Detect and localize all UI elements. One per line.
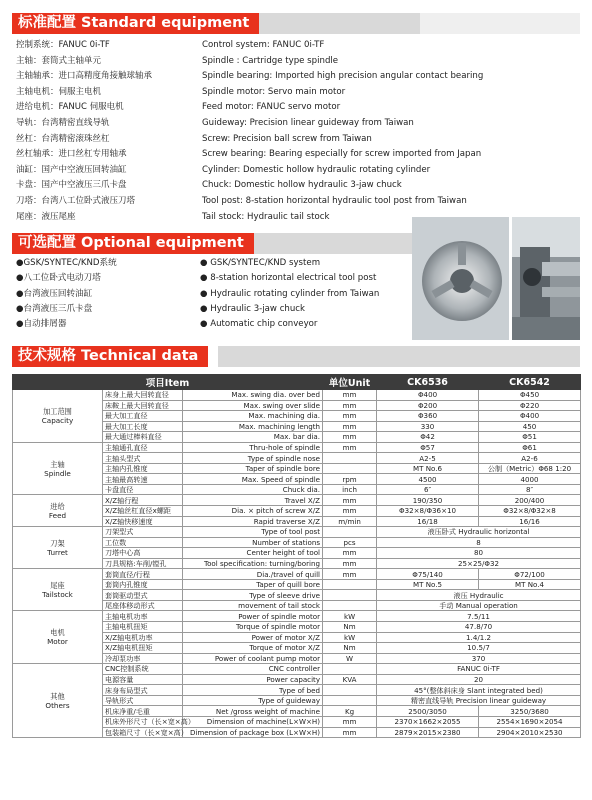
param-value-1: 2500/3050 <box>377 706 479 717</box>
param-en: Type of guideway <box>183 695 323 706</box>
param-cn: 床鞍上最大回转直径 <box>103 400 183 411</box>
turret-photo <box>512 217 580 340</box>
technical-header-strip <box>218 346 580 367</box>
optional-list-en <box>200 256 410 332</box>
param-en: Dia./travel of quill <box>183 569 323 580</box>
param-en: Torque of spindle motor <box>183 622 323 633</box>
param-unit <box>323 664 377 675</box>
param-cn: 导轨形式 <box>103 695 183 706</box>
param-cn: 主轴最高转速 <box>103 474 183 485</box>
param-unit: rpm <box>323 474 377 485</box>
param-en: Rapid traverse X/Z <box>183 516 323 527</box>
param-value-2: Φ220 <box>479 400 581 411</box>
list-item <box>16 147 576 163</box>
group-label-en: Feed <box>48 510 67 520</box>
param-value-1: Φ360 <box>377 411 479 422</box>
list-item <box>16 194 576 210</box>
param-en: Number of stations <box>183 537 323 548</box>
standard-item-en: Screw bearing: Bearing especially for screw imported from Japan <box>202 149 482 160</box>
param-en: Type of sleeve drive <box>183 590 323 601</box>
param-cn: 最大加工直径 <box>103 411 183 422</box>
param-cn: X/Z轴快移速度 <box>103 516 183 527</box>
optional-item-cn: ●台湾液压三爪卡盘 <box>16 303 93 314</box>
param-value-shared: 手动 Manual operation <box>377 600 581 611</box>
param-value-2: Φ51 <box>479 432 581 443</box>
optional-item-cn: ●GSK/SYNTEC/KND系统 <box>16 258 117 268</box>
list-item <box>16 54 576 70</box>
list-item <box>16 69 576 85</box>
param-cn: 主轴内孔锥度 <box>103 463 183 474</box>
param-cn: 套筒驱动型式 <box>103 590 183 601</box>
group-label <box>13 527 103 569</box>
param-unit: mm <box>323 716 377 727</box>
optional-list-cn <box>16 256 196 332</box>
param-unit: mm <box>323 421 377 432</box>
param-cn: 冷却泵功率 <box>103 653 183 664</box>
param-unit: m/min <box>323 516 377 527</box>
param-cn: 床身布局型式 <box>103 685 183 696</box>
standard-item-cn: 主轴电机：伺服主电机 <box>16 86 102 97</box>
technical-heading: 技术规格 Technical data <box>12 346 208 367</box>
param-value-2: 公制（Metric）Φ68 1:20 <box>479 463 581 474</box>
param-value-2: 200/400 <box>479 495 581 506</box>
param-value-2: 2904×2010×2530 <box>479 727 581 738</box>
param-unit <box>323 695 377 706</box>
group-label <box>13 442 103 495</box>
param-en: Center height of tool <box>183 548 323 559</box>
param-value-2: 3250/3680 <box>479 706 581 717</box>
param-en: Taper of quill bore <box>183 579 323 590</box>
optional-item-en: ● GSK/SYNTEC/KND system <box>200 258 321 268</box>
standard-item-en: Tool post: 8-station horizontal hydraulic tool post from Taiwan <box>202 195 467 206</box>
table-row <box>13 569 581 580</box>
param-cn: 套筒直径/行程 <box>103 569 183 580</box>
param-unit <box>323 527 377 538</box>
param-value-shared: 精密直线导轨 Precision linear guideway <box>377 695 581 706</box>
param-en: Power of spindle motor <box>183 611 323 622</box>
param-value-2: 16/16 <box>479 516 581 527</box>
table-row <box>13 442 581 453</box>
param-value-2: Φ400 <box>479 411 581 422</box>
param-value-1: A2-5 <box>377 453 479 464</box>
param-unit <box>323 463 377 474</box>
param-en: Power of coolant pump motor <box>183 653 323 664</box>
group-label-cn: 电机 <box>50 628 65 638</box>
optional-item-cn: ●台湾液压回转油缸 <box>16 288 93 299</box>
standard-item-en: Spindle motor: Servo main motor <box>202 86 346 97</box>
param-unit: mm <box>323 400 377 411</box>
list-item <box>16 38 576 54</box>
param-value-2: Φ32×8/Φ32×8 <box>479 506 581 517</box>
param-en: Chuck dia. <box>183 484 323 495</box>
standard-item-cn: 油缸：国产中空液压回转油缸 <box>16 164 127 175</box>
param-value-1: 4500 <box>377 474 479 485</box>
group-label-en: Motor <box>47 637 68 647</box>
param-value-2: MT No.4 <box>479 579 581 590</box>
param-value-shared: 1.4/1.2 <box>377 632 581 643</box>
param-value-1: Φ200 <box>377 400 479 411</box>
group-label-en: Turret <box>47 547 68 557</box>
standard-item-en: Chuck: Domestic hollow hydraulic 3-jaw chuck <box>202 180 402 191</box>
param-en: Type of spindle nose <box>183 453 323 464</box>
param-en: Taper of spindle bore <box>183 463 323 474</box>
param-value-shared: 液压 Hydraulic <box>377 590 581 601</box>
standard-item-en: Control system: FANUC 0i-TF <box>202 40 325 50</box>
param-unit: mm <box>323 390 377 401</box>
param-value-1: Φ75/140 <box>377 569 479 580</box>
param-unit <box>323 453 377 464</box>
standard-item-cn: 丝杠：台湾精密滚珠丝杠 <box>16 133 110 144</box>
param-unit: W <box>323 653 377 664</box>
param-en: movement of tail stock <box>183 600 323 611</box>
standard-item-cn: 主轴：套筒式主轴单元 <box>16 55 102 66</box>
param-en: Max. machining length <box>183 421 323 432</box>
param-value-shared: 10.5/7 <box>377 643 581 654</box>
table-header-row <box>13 375 581 390</box>
standard-item-en: Spindle : Cartridge type spindle <box>202 55 339 66</box>
standard-item-cn: 导轨：台湾精密直线导轨 <box>16 117 110 128</box>
param-cn: X/Z轴电机扭矩 <box>103 643 183 654</box>
header-model-2: CK6542 <box>479 375 581 390</box>
group-label-cn: 刀架 <box>50 538 65 548</box>
standard-item-en: Cylinder: Domestic hollow hydraulic rotating cylinder <box>202 164 431 175</box>
list-item <box>16 85 576 101</box>
param-unit: mm <box>323 442 377 453</box>
param-cn: 主轴电机功率 <box>103 611 183 622</box>
param-cn: 主轴头型式 <box>103 453 183 464</box>
standard-header-strip-light <box>420 13 580 34</box>
optional-heading: 可选配置 Optional equipment <box>12 233 254 254</box>
table-row <box>13 664 581 675</box>
param-en: Dimension of machine(L×W×H) <box>183 716 323 727</box>
param-unit: pcs <box>323 537 377 548</box>
chuck-photo <box>412 217 509 340</box>
group-label-cn: 进给 <box>50 501 65 511</box>
group-label-cn: 主轴 <box>50 459 65 469</box>
param-value-1: 190/350 <box>377 495 479 506</box>
param-value-2: 4000 <box>479 474 581 485</box>
param-value-1: 16/18 <box>377 516 479 527</box>
param-cn: 工位数 <box>103 537 183 548</box>
list-item <box>16 132 576 148</box>
param-unit <box>323 600 377 611</box>
param-en: Max. swing over slide <box>183 400 323 411</box>
param-value-1: 6″ <box>377 484 479 495</box>
param-value-2: Φ72/100 <box>479 569 581 580</box>
list-item <box>16 163 576 179</box>
param-unit: kW <box>323 632 377 643</box>
param-cn: 电源容量 <box>103 674 183 685</box>
param-cn: 机床外形尺寸（长×宽×高） <box>103 716 183 727</box>
param-unit: Nm <box>323 622 377 633</box>
param-value-shared: 80 <box>377 548 581 559</box>
param-en: Tool specification: turning/boring <box>183 558 323 569</box>
param-unit <box>323 685 377 696</box>
param-cn: 卡盘直径 <box>103 484 183 495</box>
group-label-cn: 加工范围 <box>43 406 72 416</box>
param-en: Dia. × pitch of screw X/Z <box>183 506 323 517</box>
param-unit: inch <box>323 484 377 495</box>
param-unit: mm <box>323 569 377 580</box>
optional-item-en: ● Automatic chip conveyor <box>200 319 318 330</box>
header-unit: 单位Unit <box>323 375 377 390</box>
param-value-2: 2554×1690×2054 <box>479 716 581 727</box>
param-value-1: Φ400 <box>377 390 479 401</box>
list-item <box>16 116 576 132</box>
standard-item-en: Screw: Precision ball screw from Taiwan <box>202 133 372 144</box>
param-cn: X/Z轴丝杠直径x螺距 <box>103 506 183 517</box>
standard-item-cn: 主轴轴承：进口高精度角接触球轴承 <box>16 71 153 82</box>
list-item <box>16 178 576 194</box>
param-value-shared: 7.5/11 <box>377 611 581 622</box>
optional-item-en: ● Hydraulic rotating cylinder from Taiwan <box>200 288 380 299</box>
param-value-shared: 液压卧式 Hydraulic horizontal <box>377 527 581 538</box>
param-unit: Nm <box>323 643 377 654</box>
param-value-1: Φ32×8/Φ36×10 <box>377 506 479 517</box>
param-value-1: Φ57 <box>377 442 479 453</box>
param-en: Max. Speed of spindle <box>183 474 323 485</box>
group-label <box>13 390 103 443</box>
param-cn: X/Z轴行程 <box>103 495 183 506</box>
param-value-shared: 370 <box>377 653 581 664</box>
param-cn: 包装箱尺寸（长×宽×高） <box>103 727 183 738</box>
param-unit: Kg <box>323 706 377 717</box>
standard-item-en: Feed motor: FANUC servo motor <box>202 102 341 113</box>
standard-item-cn: 尾座：液压尾座 <box>16 211 76 222</box>
standard-item-cn: 卡盘：国产中空液压三爪卡盘 <box>16 180 127 191</box>
param-value-shared: 20 <box>377 674 581 685</box>
param-value-shared: 45°(整体斜床身 Slant integrated bed) <box>377 685 581 696</box>
param-en: Max. bar dia. <box>183 432 323 443</box>
table-row <box>13 495 581 506</box>
standard-item-cn: 刀塔：台湾八工位卧式液压刀塔 <box>16 195 136 206</box>
param-value-shared: 8 <box>377 537 581 548</box>
param-value-shared: FANUC 0i-TF <box>377 664 581 675</box>
param-cn: X/Z轴电机功率 <box>103 632 183 643</box>
optional-item-cn: ●自动排屑器 <box>16 319 67 330</box>
header-item: 项目Item <box>13 375 323 390</box>
param-value-2: 450 <box>479 421 581 432</box>
param-en: Max. swing dia. over bed <box>183 390 323 401</box>
standard-item-cn: 丝杠轴承：进口丝杠专用轴承 <box>16 149 127 160</box>
param-cn: 尾座体移动形式 <box>103 600 183 611</box>
param-cn: 机床净重/毛重 <box>103 706 183 717</box>
table-row <box>13 611 581 622</box>
param-unit: mm <box>323 506 377 517</box>
param-cn: 刀塔中心高 <box>103 548 183 559</box>
group-label-en: Others <box>45 700 70 710</box>
param-value-2: Φ61 <box>479 442 581 453</box>
param-en: Max. machining dia. <box>183 411 323 422</box>
param-cn: CNC控制系统 <box>103 664 183 675</box>
group-label-en: Tailstock <box>42 589 73 599</box>
param-unit: mm <box>323 495 377 506</box>
param-value-2: Φ450 <box>479 390 581 401</box>
param-value-1: Φ42 <box>377 432 479 443</box>
param-cn: 刀具规格:车削/镗孔 <box>103 558 183 569</box>
standard-item-en: Spindle bearing: Imported high precision angular contact bearing <box>202 71 484 82</box>
param-unit: mm <box>323 558 377 569</box>
param-value-1: MT No.6 <box>377 463 479 474</box>
param-unit: mm <box>323 548 377 559</box>
standard-list <box>16 38 576 225</box>
standard-item-cn: 进给电机：FANUC 伺服电机 <box>16 102 124 113</box>
param-cn: 主轴通孔直径 <box>103 442 183 453</box>
technical-table <box>12 374 581 738</box>
group-label-en: Capacity <box>41 415 74 425</box>
param-en: Power of motor X/Z <box>183 632 323 643</box>
standard-heading: 标准配置 Standard equipment <box>12 13 259 34</box>
param-cn: 主轴电机扭矩 <box>103 622 183 633</box>
param-value-1: 2370×1662×2055 <box>377 716 479 727</box>
param-value-1: 330 <box>377 421 479 432</box>
param-en: Torque of motor X/Z <box>183 643 323 654</box>
param-en: Travel X/Z <box>183 495 323 506</box>
param-en: Type of bed <box>183 685 323 696</box>
group-label <box>13 495 103 527</box>
group-label-en: Spindle <box>44 468 71 478</box>
param-en: Net /gross weight of machine <box>183 706 323 717</box>
param-cn: 床身上最大回转直径 <box>103 390 183 401</box>
param-unit: KVA <box>323 674 377 685</box>
param-value-shared: 25×25/Φ32 <box>377 558 581 569</box>
group-label-cn: 其他 <box>50 691 65 701</box>
param-en: Thru-hole of spindle <box>183 442 323 453</box>
group-label <box>13 664 103 738</box>
param-unit: mm <box>323 411 377 422</box>
param-value-1: MT No.5 <box>377 579 479 590</box>
param-unit: kW <box>323 611 377 622</box>
param-en: Power capacity <box>183 674 323 685</box>
param-unit: mm <box>323 727 377 738</box>
param-en: Dimension of package box (L×W×H) <box>183 727 323 738</box>
param-value-1: 2879×2015×2380 <box>377 727 479 738</box>
table-row <box>13 527 581 538</box>
group-label <box>13 611 103 664</box>
group-label-cn: 尾座 <box>50 580 65 590</box>
param-cn: 最大通过棒料直径 <box>103 432 183 443</box>
list-item <box>16 100 576 116</box>
param-en: CNC controller <box>183 664 323 675</box>
optional-item-en: ● Hydraulic 3-jaw chuck <box>200 303 306 314</box>
standard-item-en: Guideway: Precision linear guideway from Taiwan <box>202 117 414 128</box>
group-label <box>13 569 103 611</box>
table-row <box>13 390 581 401</box>
param-en: Type of tool post <box>183 527 323 538</box>
param-cn: 套筒内孔锥度 <box>103 579 183 590</box>
param-unit: mm <box>323 432 377 443</box>
header-model-1: CK6536 <box>377 375 479 390</box>
param-unit <box>323 590 377 601</box>
param-cn: 最大加工长度 <box>103 421 183 432</box>
param-value-shared: 47.8/70 <box>377 622 581 633</box>
param-unit <box>323 579 377 590</box>
optional-item-en: ● 8-station horizontal electrical tool post <box>200 273 377 284</box>
standard-item-cn: 控制系统：FANUC 0i-TF <box>16 40 110 50</box>
param-value-2: A2-6 <box>479 453 581 464</box>
standard-item-en: Tail stock: Hydraulic tail stock <box>202 211 330 222</box>
param-value-2: 8″ <box>479 484 581 495</box>
optional-item-cn: ●八工位卧式电动刀塔 <box>16 273 101 284</box>
param-cn: 刀架型式 <box>103 527 183 538</box>
